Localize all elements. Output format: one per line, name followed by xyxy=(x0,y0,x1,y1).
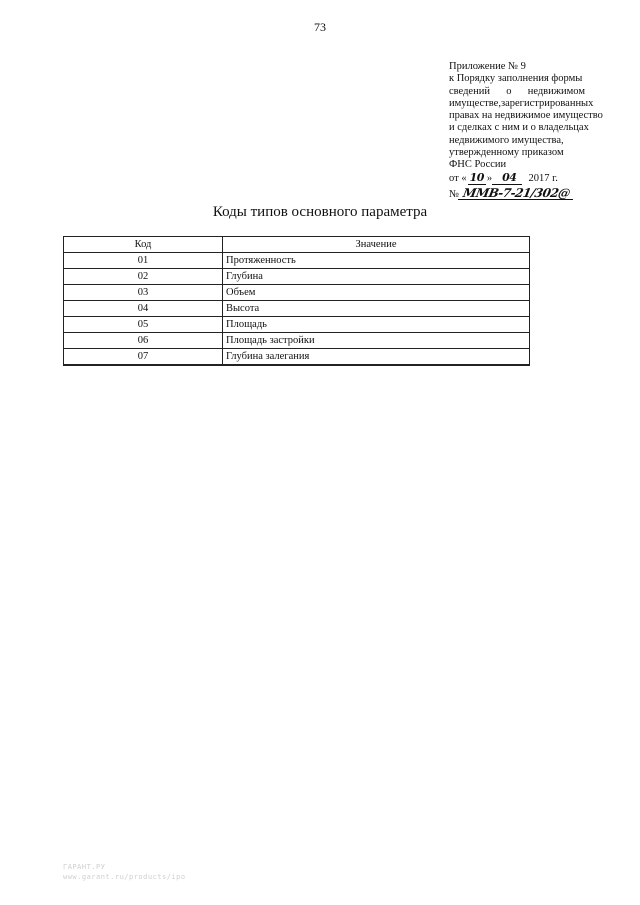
column-header-code: Код xyxy=(64,237,223,253)
table-row xyxy=(64,269,530,285)
table-row xyxy=(64,301,530,317)
handwritten-month: 04 xyxy=(492,172,522,185)
annex-word: сведений xyxy=(449,85,490,97)
annex-line: утвержденному приказом xyxy=(449,147,564,159)
cell-code: 04 xyxy=(64,301,223,317)
annex-word: зарегистрированных xyxy=(500,97,594,109)
table-row xyxy=(64,349,530,366)
page-number: 73 xyxy=(314,20,326,34)
watermark xyxy=(63,862,186,882)
table-header-row xyxy=(64,237,530,253)
codes-table xyxy=(63,236,530,366)
number-prefix: № xyxy=(449,188,460,200)
annex-word: о xyxy=(506,85,512,97)
cell-code: 02 xyxy=(64,269,223,285)
annex-line: недвижимого имущества, xyxy=(449,134,564,146)
cell-value: Площадь застройки xyxy=(223,333,530,349)
watermark-line: www.garant.ru/products/ipo xyxy=(63,873,186,881)
annex-line: к Порядку заполнения формы xyxy=(449,73,583,85)
column-header-value: Значение xyxy=(223,237,530,253)
annex-line: ФНС России xyxy=(449,159,507,171)
annex-line xyxy=(449,86,585,98)
annex-word: недвижимом xyxy=(527,85,585,97)
handwritten-day: 10 xyxy=(469,170,484,184)
annex-title: Приложение № 9 xyxy=(449,61,526,72)
annex-line: правах на недвижимое имущество xyxy=(449,110,603,122)
cell-code: 06 xyxy=(64,333,223,349)
table-row xyxy=(64,253,530,269)
cell-value: Объем xyxy=(223,285,530,301)
date-year: 2017 г. xyxy=(528,172,558,184)
table-title: Коды типов основного параметра xyxy=(212,204,428,220)
cell-value: Площадь xyxy=(223,317,530,333)
date-prefix: от « xyxy=(449,172,467,184)
handwritten-order-number: ММВ-7-21/302@ xyxy=(458,187,575,200)
table-row xyxy=(64,285,530,301)
date-mid: » xyxy=(486,172,493,184)
cell-code: 07 xyxy=(64,349,223,366)
annex-line: и сделках с ним и о владельцах xyxy=(449,122,589,134)
watermark-line: ГАРАНТ.РУ xyxy=(63,863,106,871)
cell-value: Глубина xyxy=(223,269,530,285)
annex-word: имуществе, xyxy=(449,97,501,109)
order-number xyxy=(449,187,585,201)
cell-code: 05 xyxy=(64,317,223,333)
cell-value: Протяженность xyxy=(223,253,530,269)
cell-value: Глубина залегания xyxy=(223,349,530,366)
order-date xyxy=(449,172,585,185)
cell-code: 03 xyxy=(64,285,223,301)
table-row xyxy=(64,317,530,333)
annex-header xyxy=(449,61,603,201)
cell-value: Высота xyxy=(223,301,530,317)
table-row xyxy=(64,333,530,349)
annex-line xyxy=(449,97,594,110)
cell-code: 01 xyxy=(64,253,223,269)
